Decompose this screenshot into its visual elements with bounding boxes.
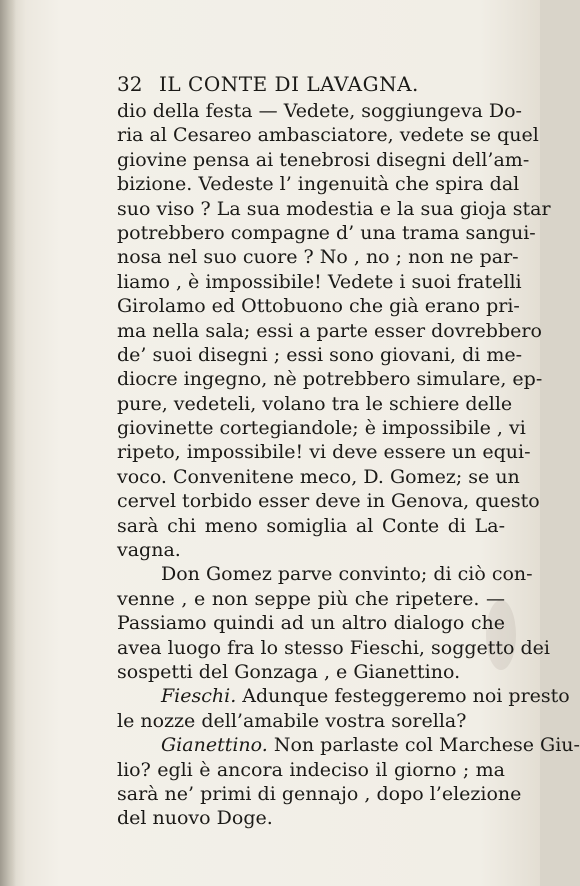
text-line: liamo , è impossibile! Vedete i suoi fratelli: [117, 270, 522, 293]
text-line: voco. Convenitene meco, D. Gomez; se un: [117, 465, 520, 488]
dialogue-text: Adunque festeggeremo noi presto: [242, 685, 570, 708]
text-line: lio? egli è ancora indeciso il giorno ; ma: [117, 758, 505, 781]
text-line: Passiamo quindi ad un altro dialogo che: [117, 612, 505, 635]
text-line: bizione. Vedeste l’ ingenuità che spira dal: [117, 173, 520, 196]
text-line: ma nella sala; essi a parte esser dovrebbero: [117, 319, 542, 342]
text-line: Girolamo ed Ottobuono che già erano pri-: [117, 295, 520, 318]
text-line: sarà chi meno somiglia al Conte di La-: [117, 514, 505, 537]
speaker-name: Gianettino.: [161, 734, 268, 757]
page-header: [117, 72, 447, 98]
text-line: de’ suoi disegni ; essi sono giovani, di me-: [117, 343, 523, 366]
text-line: diocre ingegno, nè potrebbero simulare, ep-: [117, 368, 543, 391]
running-head: IL CONTE DI LAVAGNA.: [159, 72, 419, 96]
dialogue-text: Non parlaste col Marchese Giu-: [273, 734, 580, 757]
body-text: [117, 99, 580, 831]
text-line: venne , e non seppe più che ripetere. —: [117, 587, 505, 610]
text-line: dio della festa — Vedete, soggiungeva Do-: [117, 100, 522, 122]
text-line: ripeto, impossibile! vi deve essere un equi-: [117, 441, 531, 464]
page-number: 32: [117, 72, 143, 96]
text-line: giovinette cortegiandole; è impossibile , vi: [117, 417, 526, 440]
text-line: nosa nel suo cuore ? No , no ; non ne par-: [117, 246, 519, 269]
text-line: avea luogo fra lo stesso Fieschi, soggetto dei: [117, 636, 550, 659]
page-gutter-shadow: [0, 0, 16, 886]
speaker-name: Fieschi.: [161, 685, 237, 708]
text-line: ria al Cesareo ambasciatore, vedete se quel: [117, 124, 539, 147]
text-line: del nuovo Doge.: [117, 807, 273, 830]
text-line: sospetti del Gonzaga , e Gianettino.: [117, 660, 461, 683]
text-line: giovine pensa ai tenebrosi disegni dell’am-: [117, 148, 530, 171]
text-line: vagna.: [117, 539, 181, 562]
text-line: cervel torbido esser deve in Genova, questo: [117, 490, 540, 513]
text-line: potrebbero compagne d’ una trama sangui-: [117, 221, 536, 244]
dialogue-line: [117, 684, 570, 708]
text-line: Don Gomez parve convinto; di ciò con-: [161, 563, 533, 586]
text-line: sarà ne’ primi di gennajo , dopo l’elezione: [117, 782, 522, 805]
text-line: le nozze dell’amabile vostra sorella?: [117, 709, 467, 732]
text-line: pure, vedeteli, volano tra le schiere delle: [117, 392, 513, 415]
text-line: suo viso ? La sua modestia e la sua gioja star: [117, 197, 551, 220]
dialogue-line: [117, 733, 580, 757]
